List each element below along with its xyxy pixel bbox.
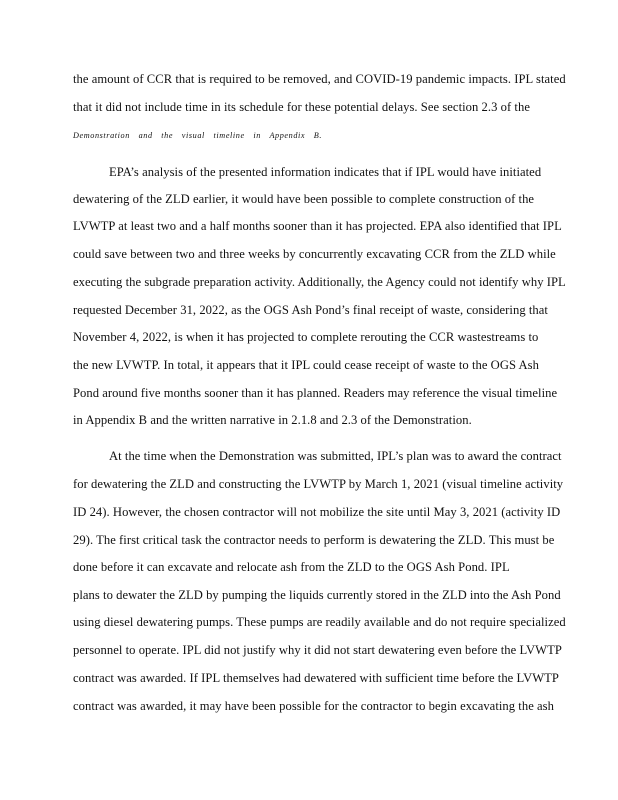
text-line: that it did not include time in its schedule for these potential delays. See section 2.3 of the [73,100,530,114]
text-line: 29). The first critical task the contractor needs to perform is dewatering the ZLD. This must be [73,533,555,547]
text-line: EPA’s analysis of the presented information indicates that if IPL would have initiated [109,165,542,179]
text-line: using diesel dewatering pumps. These pumps are readily available and do not require specialized [73,615,566,629]
text-line: Pond around five months sooner than it has planned. Readers may reference the visual timeline [73,386,558,400]
text-line: ID 24). However, the chosen contractor will not mobilize the site until May 3, 2021 (activity ID [73,505,561,519]
text-line: could save between two and three weeks by concurrently excavating CCR from the ZLD while [73,247,556,261]
text-line: plans to dewater the ZLD by pumping the liquids currently stored in the ZLD into the Ash Pond [73,588,561,602]
text-line: requested December 31, 2022, as the OGS Ash Pond’s final receipt of waste, considering that [73,303,548,317]
text-line: the new LVWTP. In total, it appears that it IPL could cease receipt of waste to the OGS Ash [73,358,539,372]
text-line: contract was awarded, it may have been possible for the contractor to begin excavating the ash [73,699,554,713]
text-line: done before it can excavate and relocate ash from the ZLD to the OGS Ash Pond. IPL [73,560,510,574]
text-line: LVWTP at least two and a half months sooner than it has projected. EPA also identified that IPL [73,219,562,233]
text-line: the amount of CCR that is required to be removed, and COVID-19 pandemic impacts. IPL stated [73,72,566,86]
text-line: personnel to operate. IPL did not justify why it did not start dewatering even before the LVWTP [73,643,562,657]
text-line: for dewatering the ZLD and constructing the LVWTP by March 1, 2021 (visual timeline activity [73,477,564,491]
text-line: At the time when the Demonstration was submitted, IPL’s plan was to award the contract [109,449,562,463]
text-line: November 4, 2022, is when it has projected to complete rerouting the CCR wastestreams to [73,330,539,344]
text-line: in Appendix B and the written narrative in 2.1.8 and 2.3 of the Demonstration. [73,413,472,427]
text-line: executing the subgrade preparation activity. Additionally, the Agency could not identify why IPL [73,275,566,289]
text-line: Demonstration and the visual timeline in Appendix B. [73,131,323,140]
text-line: contract was awarded. If IPL themselves had dewatered with sufficient time before the LVWTP [73,671,559,685]
text-line: dewatering of the ZLD earlier, it would have been possible to complete construction of the [73,192,535,206]
